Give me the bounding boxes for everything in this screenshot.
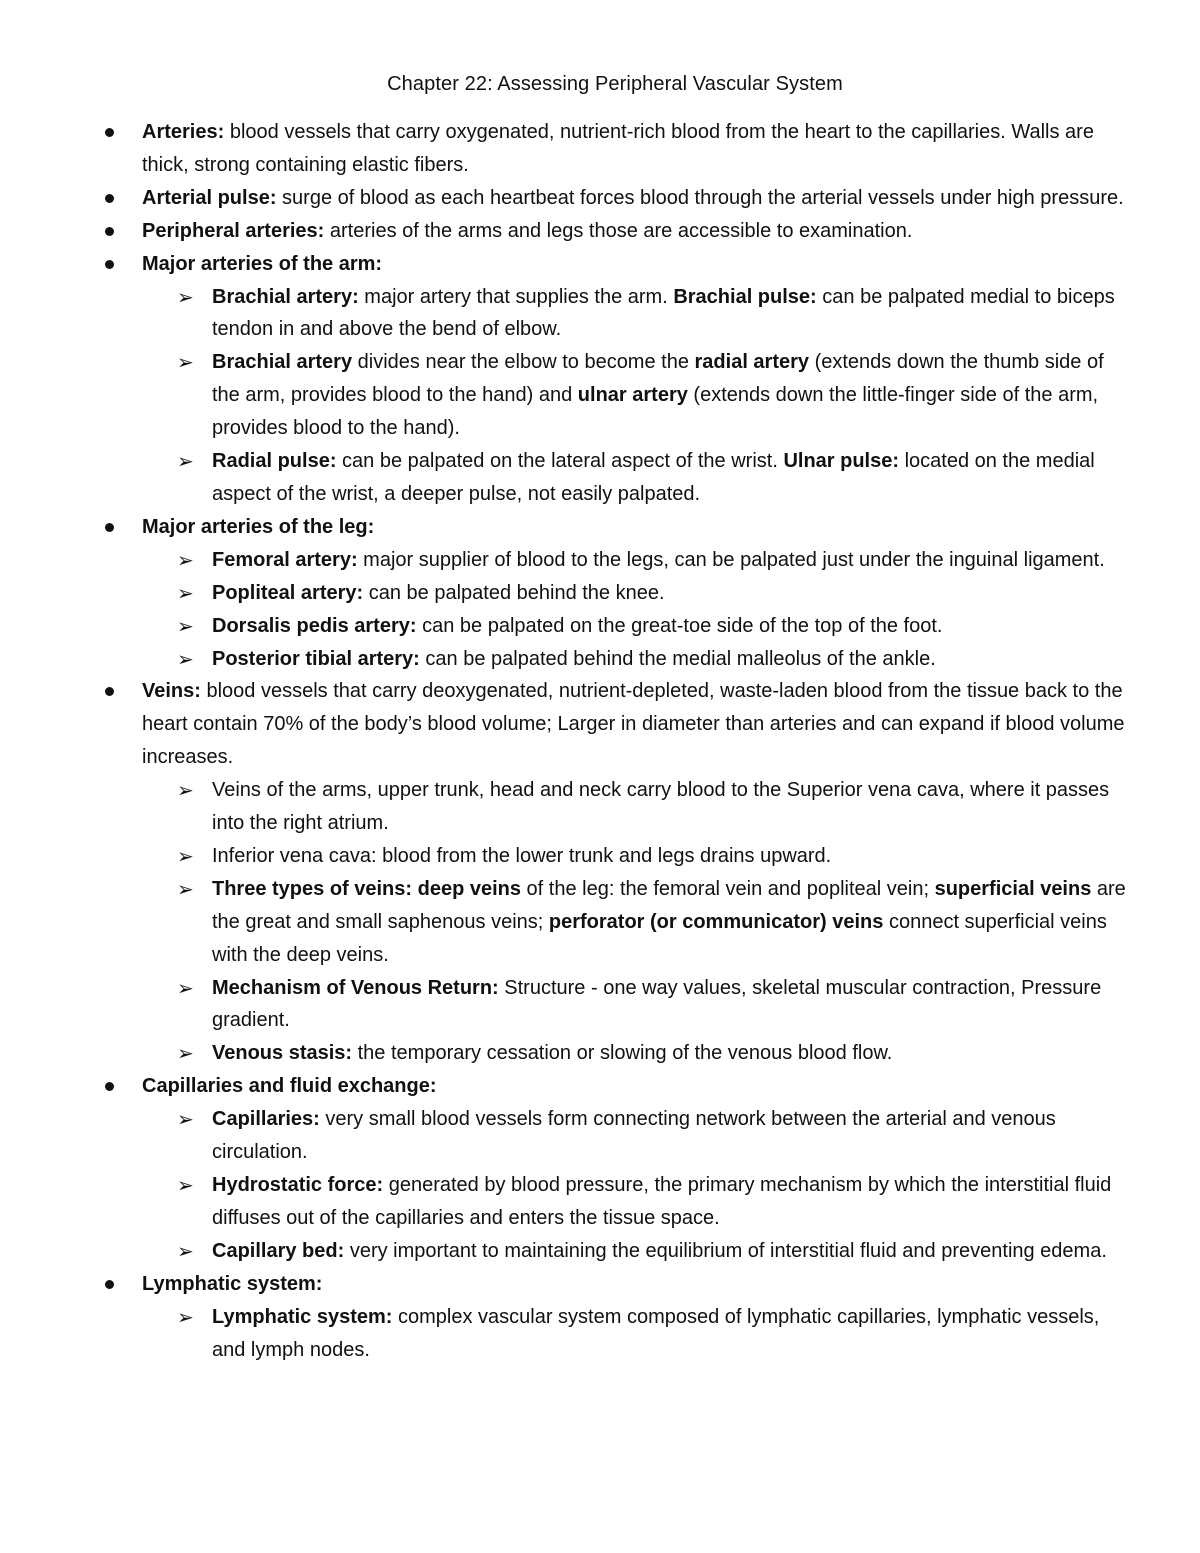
sub-item-term: perforator (or communicator) veins: [548, 910, 884, 933]
sub-item: [100, 1037, 1130, 1070]
sub-item-term: ulnar artery: [577, 384, 688, 407]
sub-item-term: Lymphatic system:: [212, 1305, 393, 1328]
bullet-item: [100, 675, 1130, 1070]
sub-item-term: Femoral artery:: [212, 548, 358, 571]
sub-item: [100, 643, 1130, 676]
bullet-text: blood vessels that carry oxygenated, nutrient-rich blood from the heart to the capillaries. Walls are thick, strong containing elastic fibers.: [142, 121, 1094, 176]
sub-item-text: Structure - one way values, skeletal muscular contraction, Pressure gradient.: [212, 976, 1102, 1032]
sub-list: [142, 281, 1130, 511]
sub-item-term: Brachial pulse:: [673, 285, 817, 308]
bullet-item: [100, 248, 1130, 511]
bullet-term: Arteries:: [142, 121, 225, 143]
bullet-dot-icon: [105, 128, 114, 137]
bullet-term: Major arteries of the leg:: [142, 515, 375, 538]
sub-item-text: Inferior vena cava: blood from the lower trunk and legs drains upward.: [212, 844, 832, 867]
sub-item: [100, 774, 1130, 840]
arrow-bullet-icon: ➢: [177, 1238, 194, 1263]
sub-item: [100, 840, 1130, 873]
page-title: Chapter 22: Assessing Peripheral Vascular System: [387, 73, 843, 95]
arrow-bullet-icon: ➢: [177, 449, 194, 474]
sub-item-text: very important to maintaining the equilibrium of interstitial fluid and preventing edema.: [344, 1239, 1107, 1262]
sub-item-text: can be palpated on the great-toe side of the top of the foot.: [416, 614, 943, 637]
arrow-bullet-icon: ➢: [177, 1041, 194, 1066]
bullet-term: Veins:: [142, 680, 201, 703]
sub-item: [100, 544, 1130, 577]
bullet-term: Lymphatic system:: [142, 1272, 323, 1295]
sub-item: [100, 873, 1130, 972]
sub-item-text: very small blood vessels form connecting network between the arterial and venous circulation.: [212, 1108, 1056, 1164]
sub-item-term: Three types of veins: deep veins: [212, 877, 521, 900]
bullet-text: surge of blood as each heartbeat forces blood through the arterial vessels under high pressure.: [276, 186, 1124, 209]
bullet-term: Peripheral arteries:: [142, 219, 325, 242]
sub-item-term: Brachial artery: [212, 351, 353, 374]
bullet-dot-icon: [105, 194, 114, 203]
arrow-bullet-icon: ➢: [177, 547, 194, 572]
sub-item: [100, 281, 1130, 347]
sub-item-term: Popliteal artery:: [212, 581, 364, 604]
arrow-bullet-icon: ➢: [177, 778, 194, 803]
bullet-dot-icon: [105, 1280, 114, 1289]
arrow-bullet-icon: ➢: [177, 1173, 194, 1197]
sub-item-term: Posterior tibial artery:: [212, 647, 420, 670]
arrow-bullet-icon: ➢: [177, 843, 194, 868]
sub-item-text: can be palpated medial to biceps tendon in and above the bend of elbow.: [212, 285, 1115, 341]
sub-item-text: can be palpated on the lateral aspect of the wrist.: [336, 450, 784, 473]
sub-item-term: Dorsalis pedis artery:: [212, 614, 417, 637]
sub-item-term: Radial pulse:: [212, 450, 337, 473]
sub-item-term: Capillary bed:: [212, 1239, 345, 1262]
sub-item-text: connect superficial veins with the deep veins.: [212, 910, 1107, 966]
sub-item: [100, 1301, 1130, 1367]
notes-list: [100, 116, 1130, 1366]
sub-item: [100, 1235, 1130, 1268]
bullet-item: [100, 215, 1130, 248]
arrow-bullet-icon: ➢: [177, 1107, 194, 1132]
bullet-item: [100, 116, 1130, 182]
sub-item-term: superficial veins: [934, 877, 1092, 900]
sub-item-text: located on the medial aspect of the wrist, a deeper pulse, not easily palpated.: [212, 450, 1095, 505]
sub-item: [100, 445, 1130, 511]
sub-item-text: major supplier of blood to the legs, can be palpated just under the inguinal ligament.: [357, 548, 1105, 571]
sub-item: [100, 972, 1130, 1038]
sub-item-text: complex vascular system composed of lymphatic capillaries, lymphatic vessels, and lymph nodes.: [212, 1305, 1100, 1361]
bullet-item: [100, 1070, 1130, 1267]
sub-item-term: Ulnar pulse:: [783, 450, 900, 473]
sub-item: [100, 1169, 1130, 1235]
sub-item-term: Hydrostatic force:: [212, 1174, 384, 1196]
arrow-bullet-icon: ➢: [177, 613, 194, 638]
arrow-bullet-icon: ➢: [177, 580, 194, 605]
bullet-item: [100, 1268, 1130, 1367]
sub-item-text: of the leg: the femoral vein and popliteal vein;: [521, 877, 935, 900]
bullet-dot-icon: [105, 523, 114, 532]
sub-item-text: (extends down the thumb side of the arm, provides blood to the hand) and: [212, 351, 1104, 407]
sub-item-term: Venous stasis:: [212, 1042, 353, 1065]
sub-item-text: are the great and small saphenous veins;: [212, 877, 1126, 933]
sub-item: [100, 1103, 1130, 1169]
sub-item-text: divides near the elbow to become the: [352, 351, 695, 374]
sub-item-term: radial artery: [694, 351, 810, 374]
bullet-dot-icon: [105, 260, 114, 269]
arrow-bullet-icon: ➢: [177, 284, 194, 309]
sub-item-term: Brachial artery:: [212, 285, 359, 308]
sub-item-text: Veins of the arms, upper trunk, head and neck carry blood to the Superior vena cava, where it passes into the right atrium.: [212, 779, 1110, 835]
sub-item: [100, 577, 1130, 610]
bullet-item: [100, 511, 1130, 676]
bullet-dot-icon: [105, 1082, 114, 1091]
sub-item: [100, 346, 1130, 445]
bullet-text: arteries of the arms and legs those are accessible to examination.: [324, 219, 913, 242]
bullet-term: Major arteries of the arm:: [142, 252, 383, 275]
arrow-bullet-icon: ➢: [177, 350, 194, 375]
sub-item-term: Mechanism of Venous Return:: [212, 976, 499, 999]
bullet-dot-icon: [105, 687, 114, 696]
sub-item-term: Capillaries:: [212, 1108, 320, 1131]
sub-list: [142, 544, 1130, 676]
bullet-dot-icon: [105, 227, 114, 236]
sub-item: [100, 610, 1130, 643]
sub-item-text: can be palpated behind the knee.: [363, 581, 665, 604]
sub-item-text: can be palpated behind the medial malleolus of the ankle.: [419, 647, 936, 670]
sub-item-text: generated by blood pressure, the primary mechanism by which the interstitial fluid diffuses out of the capillaries and enters the tissue space.: [212, 1174, 1112, 1229]
arrow-bullet-icon: ➢: [177, 646, 194, 671]
arrow-bullet-icon: ➢: [177, 876, 194, 901]
sub-list: [142, 1301, 1130, 1367]
arrow-bullet-icon: ➢: [177, 975, 194, 1000]
bullet-item: [100, 182, 1130, 215]
arrow-bullet-icon: ➢: [177, 1304, 194, 1329]
sub-item-text: (extends down the little-finger side of the arm, provides blood to the hand).: [212, 384, 1099, 440]
bullet-text: blood vessels that carry deoxygenated, nutrient-depleted, waste-laden blood from the tissue back to the heart contain 70% of the body’s blood volume; Larger in diameter than arteries and can expand if blood volume increases.: [142, 680, 1125, 769]
sub-item-text: major artery that supplies the arm.: [358, 285, 674, 308]
bullet-term: Arterial pulse:: [142, 186, 277, 209]
sub-list: [142, 1103, 1130, 1268]
sub-item-text: the temporary cessation or slowing of the venous blood flow.: [352, 1042, 893, 1065]
bullet-term: Capillaries and fluid exchange:: [142, 1075, 437, 1098]
sub-list: [142, 774, 1130, 1070]
